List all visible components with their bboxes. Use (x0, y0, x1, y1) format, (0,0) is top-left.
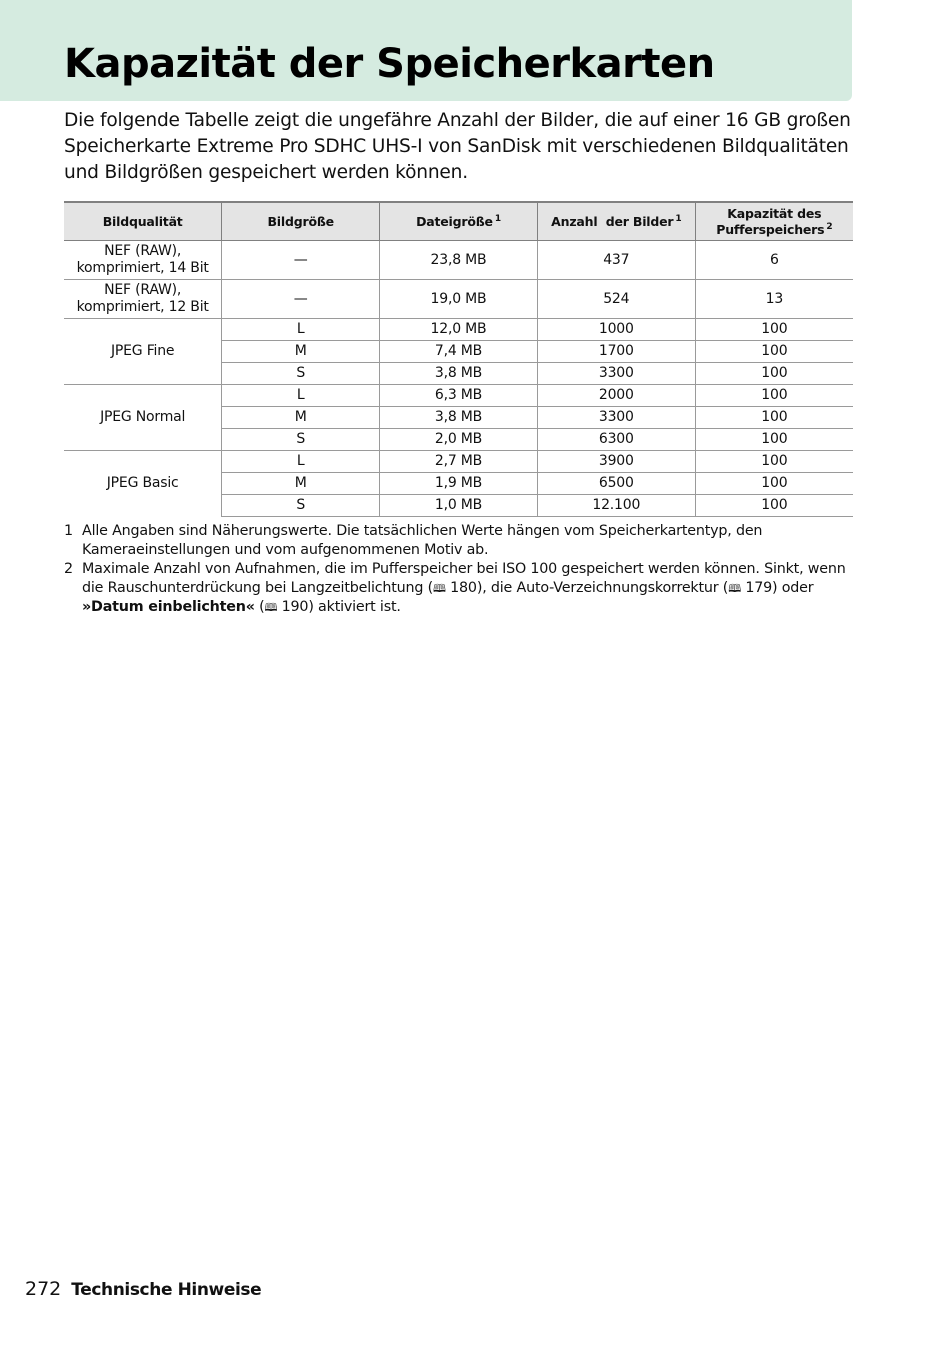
cell-size: L (222, 451, 380, 473)
cell-buffer: 100 (695, 319, 853, 341)
cell-size: M (222, 473, 380, 495)
cell-quality: JPEG Basic (64, 451, 222, 517)
header-count: Anzahl der Bilder $^1$ (537, 202, 695, 241)
header-filesize: Dateigröße $^1$ (380, 202, 538, 241)
cell-buffer: 100 (695, 429, 853, 451)
cell-count: 524 (537, 280, 695, 319)
cell-size: L (222, 385, 380, 407)
cell-count: 437 (537, 241, 695, 280)
cell-size: S (222, 363, 380, 385)
cell-size: M (222, 407, 380, 429)
book-icon: 🕮 (433, 582, 446, 595)
cell-size: S (222, 495, 380, 517)
cell-filesize: 6,3 MB (380, 385, 538, 407)
cell-count: 2000 (537, 385, 695, 407)
cell-count: 6500 (537, 473, 695, 495)
cell-filesize: 3,8 MB (380, 363, 538, 385)
cell-count: 3300 (537, 407, 695, 429)
footnotes (64, 522, 854, 617)
header-buffer: Kapazität des Pufferspeichers $^2$ (695, 202, 853, 241)
cell-count: 1000 (537, 319, 695, 341)
cell-filesize: 1,9 MB (380, 473, 538, 495)
table-row (64, 241, 853, 280)
cell-count: 3900 (537, 451, 695, 473)
cell-count: 1700 (537, 341, 695, 363)
cell-buffer: 100 (695, 495, 853, 517)
header-quality: Bildqualität (64, 202, 222, 241)
cell-filesize: 1,0 MB (380, 495, 538, 517)
cell-filesize: 2,7 MB (380, 451, 538, 473)
cell-size: S (222, 429, 380, 451)
page-footer (25, 1275, 261, 1304)
table-header-row (64, 202, 853, 241)
page-ref-link[interactable]: 179 (745, 580, 773, 596)
footnote-number: 1 (64, 523, 73, 539)
capacity-table (64, 201, 853, 517)
page-title: Kapazität der Speicherkarten (64, 41, 715, 87)
cell-filesize: 12,0 MB (380, 319, 538, 341)
cell-size: L (222, 319, 380, 341)
cell-buffer: 6 (695, 241, 853, 280)
cell-size: M (222, 341, 380, 363)
page-ref-link[interactable]: 180 (450, 580, 477, 596)
cell-count: 6300 (537, 429, 695, 451)
cell-quality: NEF (RAW), komprimiert, 12 Bit (64, 280, 222, 319)
section-name: Technische Hinweise (71, 1280, 262, 1300)
cell-count: 3300 (537, 363, 695, 385)
footnote-2 (64, 560, 854, 617)
page-number: 272 (25, 1278, 62, 1300)
cell-filesize: 7,4 MB (380, 341, 538, 363)
table-row (64, 319, 853, 341)
footnote-text: Alle Angaben sind Näherungswerte. Die tatsächlichen Werte hängen vom Speicherkartentyp, den Kameraeinstellungen und vom aufgenommenen Motiv ab. (82, 523, 763, 558)
book-icon: 🕮 (264, 601, 278, 614)
header-size: Bildgröße (222, 202, 380, 241)
footnote-text: Maximale Anzahl von Aufnahmen, die im Pufferspeicher bei ISO 100 gespeichert werden können. Sinkt, wenn die Rauschunterdrückung bei Langzeitbelichtung (🕮 180), die Auto-Verzeichnungskorrektur (🕮 179) oder »Datum einbelichten« (🕮 190) aktiviert ist. (82, 561, 846, 615)
footnote-1 (64, 522, 854, 560)
cell-filesize: 23,8 MB (380, 241, 538, 280)
intro-paragraph: Die folgende Tabelle zeigt die ungefähre Anzahl der Bilder, die auf einer 16 GB großen Speicherkarte Extreme Pro SDHC UHS-I von SanDisk mit verschiedenen Bildqualitäten und Bildgrößen gespeichert werden können. (64, 110, 851, 183)
book-icon: 🕮 (728, 582, 741, 595)
table-row (64, 451, 853, 473)
cell-buffer: 100 (695, 363, 853, 385)
cell-buffer: 13 (695, 280, 853, 319)
footnote-ref: 1 (494, 213, 501, 224)
footnote-ref: 1 (675, 213, 682, 224)
cell-filesize: 19,0 MB (380, 280, 538, 319)
table-row (64, 385, 853, 407)
cell-quality: JPEG Normal (64, 385, 222, 451)
footnote-ref: 2 (826, 221, 833, 232)
cell-filesize: 2,0 MB (380, 429, 538, 451)
footnote-number: 2 (64, 561, 73, 577)
cell-quality: JPEG Fine (64, 319, 222, 385)
cell-quality: NEF (RAW), komprimiert, 14 Bit (64, 241, 222, 280)
cell-buffer: 100 (695, 385, 853, 407)
cell-buffer: 100 (695, 407, 853, 429)
cell-count: 12.100 (537, 495, 695, 517)
menu-item-name: »Datum einbelichten« (82, 599, 255, 615)
cell-size: — (222, 241, 380, 280)
cell-buffer: 100 (695, 341, 853, 363)
cell-filesize: 3,8 MB (380, 407, 538, 429)
page-ref-link[interactable]: 190 (281, 599, 309, 615)
cell-size: — (222, 280, 380, 319)
cell-buffer: 100 (695, 451, 853, 473)
cell-buffer: 100 (695, 473, 853, 495)
table-row (64, 280, 853, 319)
